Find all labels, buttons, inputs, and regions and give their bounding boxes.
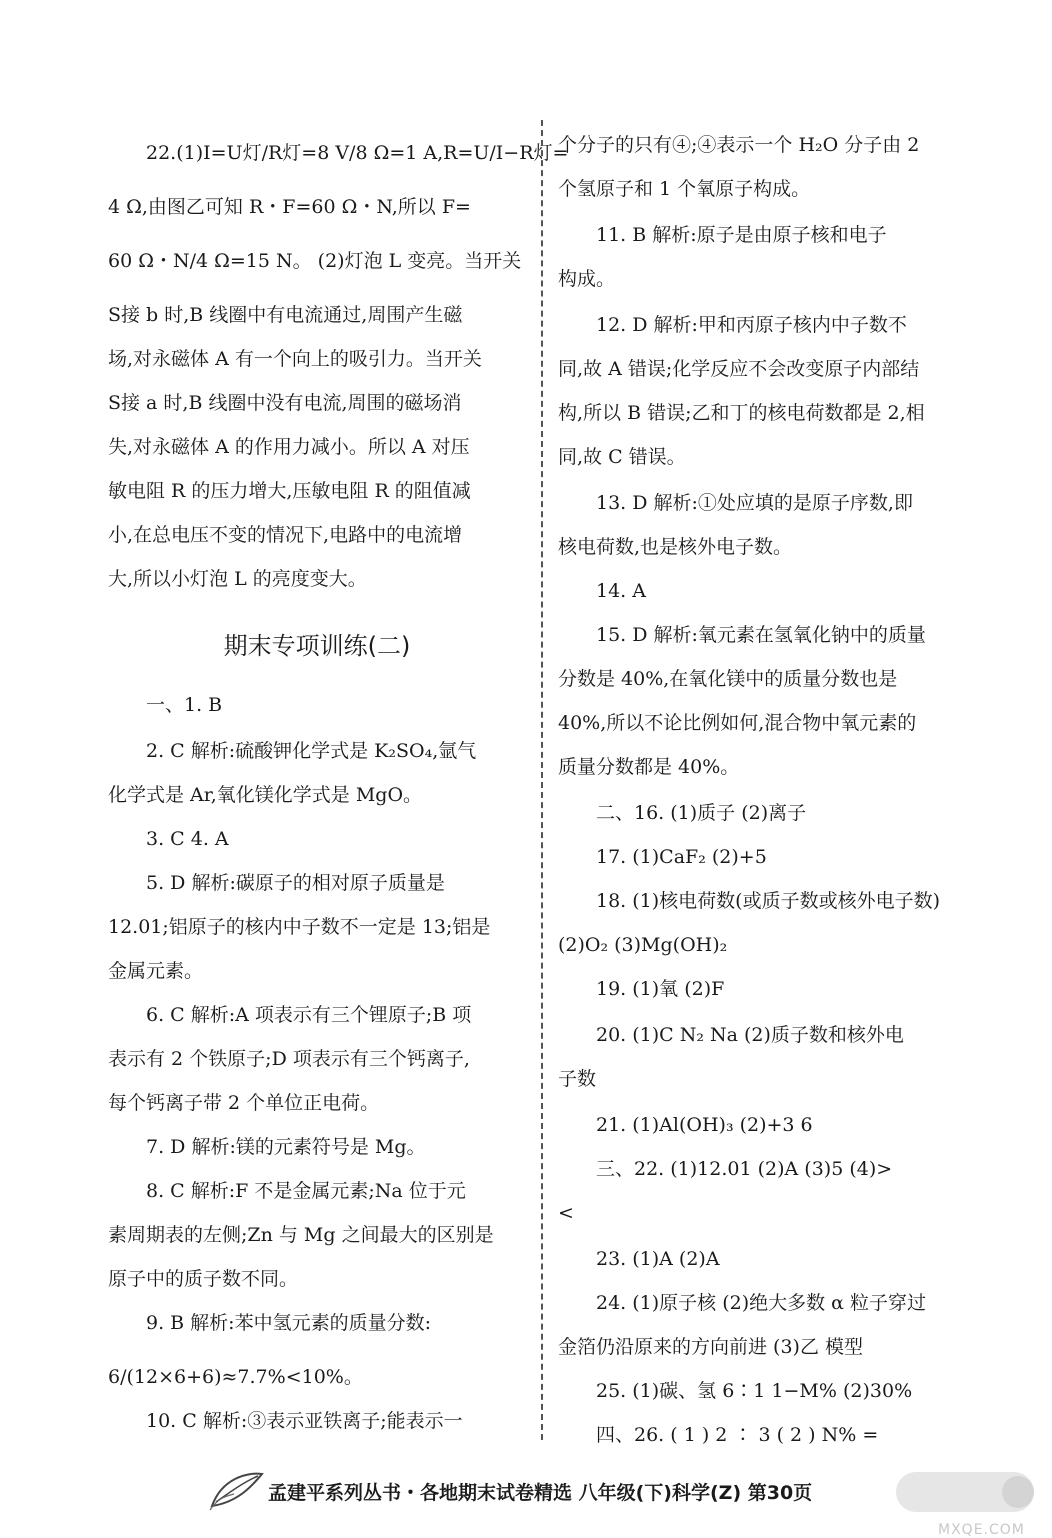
text-line: 12.01;铝原子的核内中子数不一定是 13;铝是	[108, 916, 491, 938]
text-line: S接 a 时,B 线圈中没有电流,周围的磁场消	[108, 392, 462, 414]
page-footer	[0, 1466, 1052, 1538]
text-line: 5. D 解析:碳原子的相对原子质量是	[146, 872, 445, 894]
column-divider	[541, 120, 543, 1440]
text-line: 10. C 解析:③表示亚铁离子;能表示一	[146, 1410, 463, 1432]
text-line: 核电荷数,也是核外电子数。	[558, 536, 793, 558]
text-line: 二、16. (1)质子 (2)离子	[596, 802, 807, 824]
text-line: 表示有 2 个铁原子;D 项表示有三个钙离子,	[108, 1048, 470, 1070]
text-line: 22.(1)I=U灯/R灯=8 V/8 Ω=1 A,R=U/I−R灯=	[146, 142, 569, 164]
text-line: 金箔仍沿原来的方向前进 (3)乙 模型	[558, 1336, 863, 1358]
text-line: 一、1. B	[146, 694, 223, 716]
text-line: 40%,所以不论比例如何,混合物中氧元素的	[558, 712, 917, 734]
section-heading: 期末专项训练(二)	[223, 632, 411, 660]
text-line: 大,所以小灯泡 L 的亮度变大。	[108, 568, 367, 590]
leaf-logo-icon	[208, 1468, 264, 1512]
text-line: 24. (1)原子核 (2)绝大多数 α 粒子穿过	[596, 1292, 927, 1314]
text-line: 个氢原子和 1 个氧原子构成。	[558, 178, 811, 200]
text-line: 素周期表的左侧;Zn 与 Mg 之间最大的区别是	[108, 1224, 494, 1246]
text-line: 23. (1)A (2)A	[596, 1248, 720, 1270]
text-line: 11. B 解析:原子是由原子核和电子	[596, 224, 887, 246]
text-line: 20. (1)C N₂ Na (2)质子数和核外电	[596, 1024, 904, 1046]
text-line: 2. C 解析:硫酸钾化学式是 K₂SO₄,氩气	[146, 740, 477, 762]
text-line: 敏电阻 R 的压力增大,压敏电阻 R 的阻值减	[108, 480, 471, 502]
text-line: 构,所以 B 错误;乙和丁的核电荷数都是 2,相	[558, 402, 925, 424]
text-line: 8. C 解析:F 不是金属元素;Na 位于元	[146, 1180, 466, 1202]
text-line: 13. D 解析:①处应填的是原子序数,即	[596, 492, 913, 514]
text-line: 同,故 C 错误。	[558, 446, 686, 468]
text-line: 6. C 解析:A 项表示有三个锂原子;B 项	[146, 1004, 472, 1026]
text-line: 小,在总电压不变的情况下,电路中的电流增	[108, 524, 463, 546]
text-line: (2)O₂ (3)Mg(OH)₂	[558, 934, 728, 956]
text-line: 个分子的只有④;④表示一个 H₂O 分子由 2	[558, 134, 920, 156]
text-line: 分数是 40%,在氧化镁中的质量分数也是	[558, 668, 898, 690]
text-line: 子数	[558, 1068, 597, 1090]
text-line: <	[558, 1202, 574, 1224]
text-line: 失,对永磁体 A 的作用力减小。所以 A 对压	[108, 436, 470, 458]
text-line: 三、22. (1)12.01 (2)A (3)5 (4)>	[596, 1158, 893, 1180]
text-line: 7. D 解析:镁的元素符号是 Mg。	[146, 1136, 426, 1158]
text-line: 18. (1)核电荷数(或质子数或核外电子数)	[596, 890, 940, 912]
text-line: 17. (1)CaF₂ (2)+5	[596, 846, 767, 868]
text-line: 60 Ω・N/4 Ω=15 N。 (2)灯泡 L 变亮。当开关	[108, 250, 522, 272]
text-line: 14. A	[596, 580, 646, 602]
text-line: 四、26. ( 1 ) 2 ∶ 3 ( 2 ) N% =	[596, 1424, 879, 1446]
text-line: 构成。	[558, 268, 616, 290]
text-line: 每个钙离子带 2 个单位正电荷。	[108, 1092, 380, 1114]
text-line: 化学式是 Ar,氧化镁化学式是 MgO。	[108, 784, 423, 806]
text-line: 6/(12×6+6)≈7.7%<10%。	[108, 1366, 363, 1388]
text-line: 12. D 解析:甲和丙原子核内中子数不	[596, 314, 907, 336]
text-line: 场,对永磁体 A 有一个向上的吸引力。当开关	[108, 348, 482, 370]
footer-text: 孟建平系列丛书・各地期末试卷精选 八年级(下)科学(Z) 第30页	[268, 1482, 813, 1504]
text-line: 25. (1)碳、氢 6∶1 1−M% (2)30%	[596, 1380, 913, 1402]
text-line: 3. C 4. A	[146, 828, 229, 850]
text-line: 9. B 解析:苯中氢元素的质量分数:	[146, 1312, 431, 1334]
watermark-text: MXQE.COM	[938, 1522, 1025, 1538]
text-line: 21. (1)Al(OH)₃ (2)+3 6	[596, 1114, 813, 1136]
text-line: 金属元素。	[108, 960, 204, 982]
text-line: 原子中的质子数不同。	[108, 1268, 299, 1290]
text-line: 4 Ω,由图乙可知 R・F=60 Ω・N,所以 F=	[108, 196, 471, 218]
text-line: S接 b 时,B 线圈中有电流通过,周围产生磁	[108, 304, 463, 326]
text-line: 同,故 A 错误;化学反应不会改变原子内部结	[558, 358, 920, 380]
text-line: 15. D 解析:氧元素在氢氧化钠中的质量	[596, 624, 926, 646]
text-line: 19. (1)氧 (2)F	[596, 978, 725, 1000]
watermark-logo-icon	[890, 1466, 1040, 1524]
text-line: 质量分数都是 40%。	[558, 756, 740, 778]
